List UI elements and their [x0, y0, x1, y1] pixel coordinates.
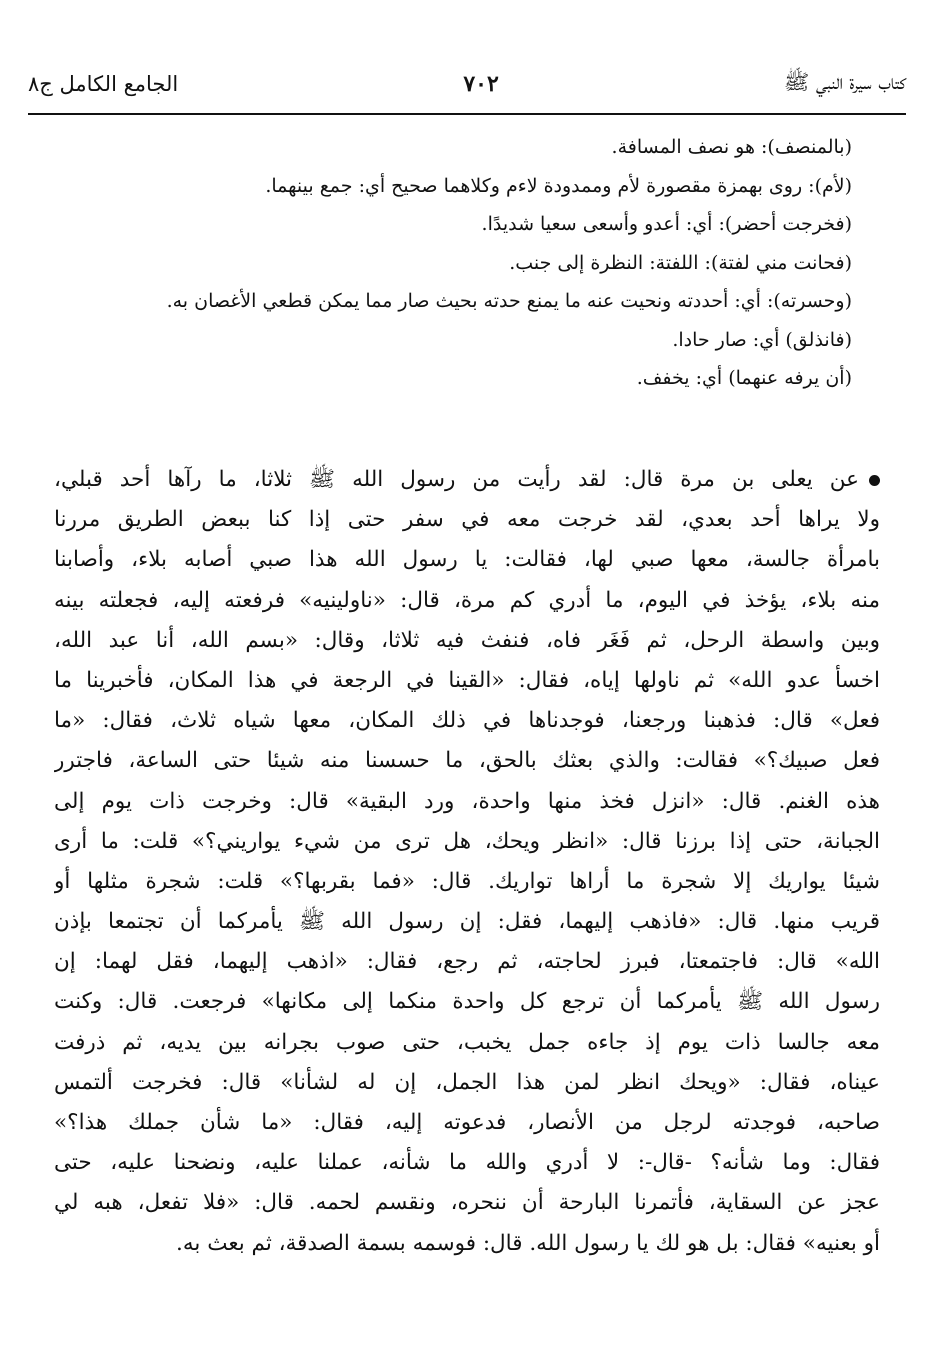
hadith-line: الله» قال: فاجتمعتا، فبرز لحاجته، ثم رجع، فقال: «اذهب إليهما، فقل لهما: إن	[54, 949, 880, 975]
hadith-line: فعل صبيك؟» فقالت: والذي بعثك بالحق، ما حسسنا منه شيئا حتى الساعة، فاجترر	[54, 748, 880, 774]
hadith-line	[54, 460, 880, 500]
hadith-line: بامرأة جالسة، معها صبي لها، فقالت: يا رسول الله هذا صبي أصابه بلاء، وأصابنا	[54, 547, 880, 573]
glossary-line: (فخرجت أحضر): أي: أعدو وأسعى سعيا شديدًا.	[481, 213, 852, 235]
glossary-line: (بالمنصف): هو نصف المسافة.	[611, 136, 852, 158]
hadith-line: هذه الغنم. قال: «انزل فخذ منها واحدة، ورد البقية» قال: وخرجت ذات يوم إلى	[54, 788, 880, 814]
page-number: ٧٠٢	[463, 71, 499, 97]
hadith-line: أو بعنيه» فقال: بل هو لك يا رسول الله. قال: فوسمه بسمة الصدقة، ثم بعث به.	[176, 1230, 880, 1256]
bullet-icon	[869, 475, 880, 486]
book-volume-title: الجامع الكامل ج٨	[28, 72, 179, 96]
hadith-line: قريب منها. قال: «فاذهب إليهما، فقل: إن رسول الله ﷺ يأمركما أن تجتمعا بإذن	[54, 909, 880, 935]
hadith-line: معه جالسا ذات يوم إذ جاءه جمل يخبب، حتى صوب بجرانه بين يديه، ثم ذرفت	[54, 1029, 880, 1055]
page-header	[28, 62, 906, 106]
glossary-line: (أن يرفه عنهما) أي: يخفف.	[636, 367, 852, 389]
hadith-line: منه بلاء، يؤخذ في اليوم، ما أدري كم مرة، قال: «ناولينيه» فرفعته إليه، فجعلته بينه	[54, 587, 880, 613]
header-rule	[28, 113, 906, 115]
hadith-line-text: عن يعلى بن مرة قال: لقد رأيت من رسول الله ﷺ ثلاثا، ما رآها أحد قبلي،	[54, 467, 859, 492]
hadith-line: رسول الله ﷺ يأمركما أن ترجع كل واحدة منكما إلى مكانها» فرجعت. قال: وكنت	[54, 989, 880, 1015]
hadith-line: صاحبه، فوجدته لرجل من الأنصار، فدعوته إليه، فقال: «ما شأن جملك هذا؟»	[54, 1110, 880, 1135]
hadith-line: فقال: وما شأنه؟ -قال-: لا أدري والله ما شأنه، عملنا عليه، ونضحنا عليه، حتى	[54, 1150, 880, 1176]
hadith-line: ولا يراها أحد بعدي، لقد خرجت معه في سفر حتى إذا كنا ببعض الطريق مررنا	[54, 507, 880, 533]
hadith-line: وبين واسطة الرحل، ثم فَغَر فاه، فنفث فيه ثلاثا، وقال: «بسم الله، أنا عبد الله،	[54, 627, 880, 653]
hadith-line: عيناه، فقال: «ويحك انظر لمن هذا الجمل، إن له لشأنا» قال: فخرجت ألتمس	[54, 1069, 880, 1095]
glossary-notes	[60, 128, 852, 398]
hadith-line: الجبانة، حتى إذا برزنا قال: «انظر ويحك، هل ترى من شيء يواريني؟» قلت: ما أرى	[54, 828, 880, 854]
hadith-paragraph	[54, 460, 880, 1264]
hadith-line: عجز عن السقاية، فأتمرنا البارحة أن ننحره، ونقسم لحمه. قال: «فلا تفعل، هبه لي	[54, 1190, 880, 1216]
glossary-line: (فحانت مني لفتة): اللفتة: النظرة إلى جنب.	[509, 251, 852, 274]
hadith-line: شيئا يواريك إلا شجرة ما أراها تواريك. قال: «فما بقربها؟» قلت: شجرة مثلها أو	[54, 868, 880, 894]
hadith-line: اخسأ عدو الله» ثم ناولها إياه، فقال: «القينا في الرجعة في هذا المكان، فأخبرينا ما	[54, 667, 880, 693]
glossary-line: (لأم): روى بهمزة مقصورة لأم وممدودة لاءم وكلاهما صحيح أي: جمع بينهما.	[265, 174, 852, 197]
glossary-line: (وحسرته): أي: أحددته ونحيت عنه ما يمنع حدته بحيث صار مما يمكن قطعي الأغصان به.	[166, 290, 852, 312]
book-chapter-title: كتاب سيرة النبي ﷺ	[783, 69, 906, 94]
hadith-line: فعل» قال: فذهبنا ورجعنا، فوجدناها في ذلك المكان، معها شياه ثلاث، فقال: «ما	[54, 708, 880, 734]
glossary-line: (فانذلق) أي: صار حادا.	[672, 328, 852, 351]
